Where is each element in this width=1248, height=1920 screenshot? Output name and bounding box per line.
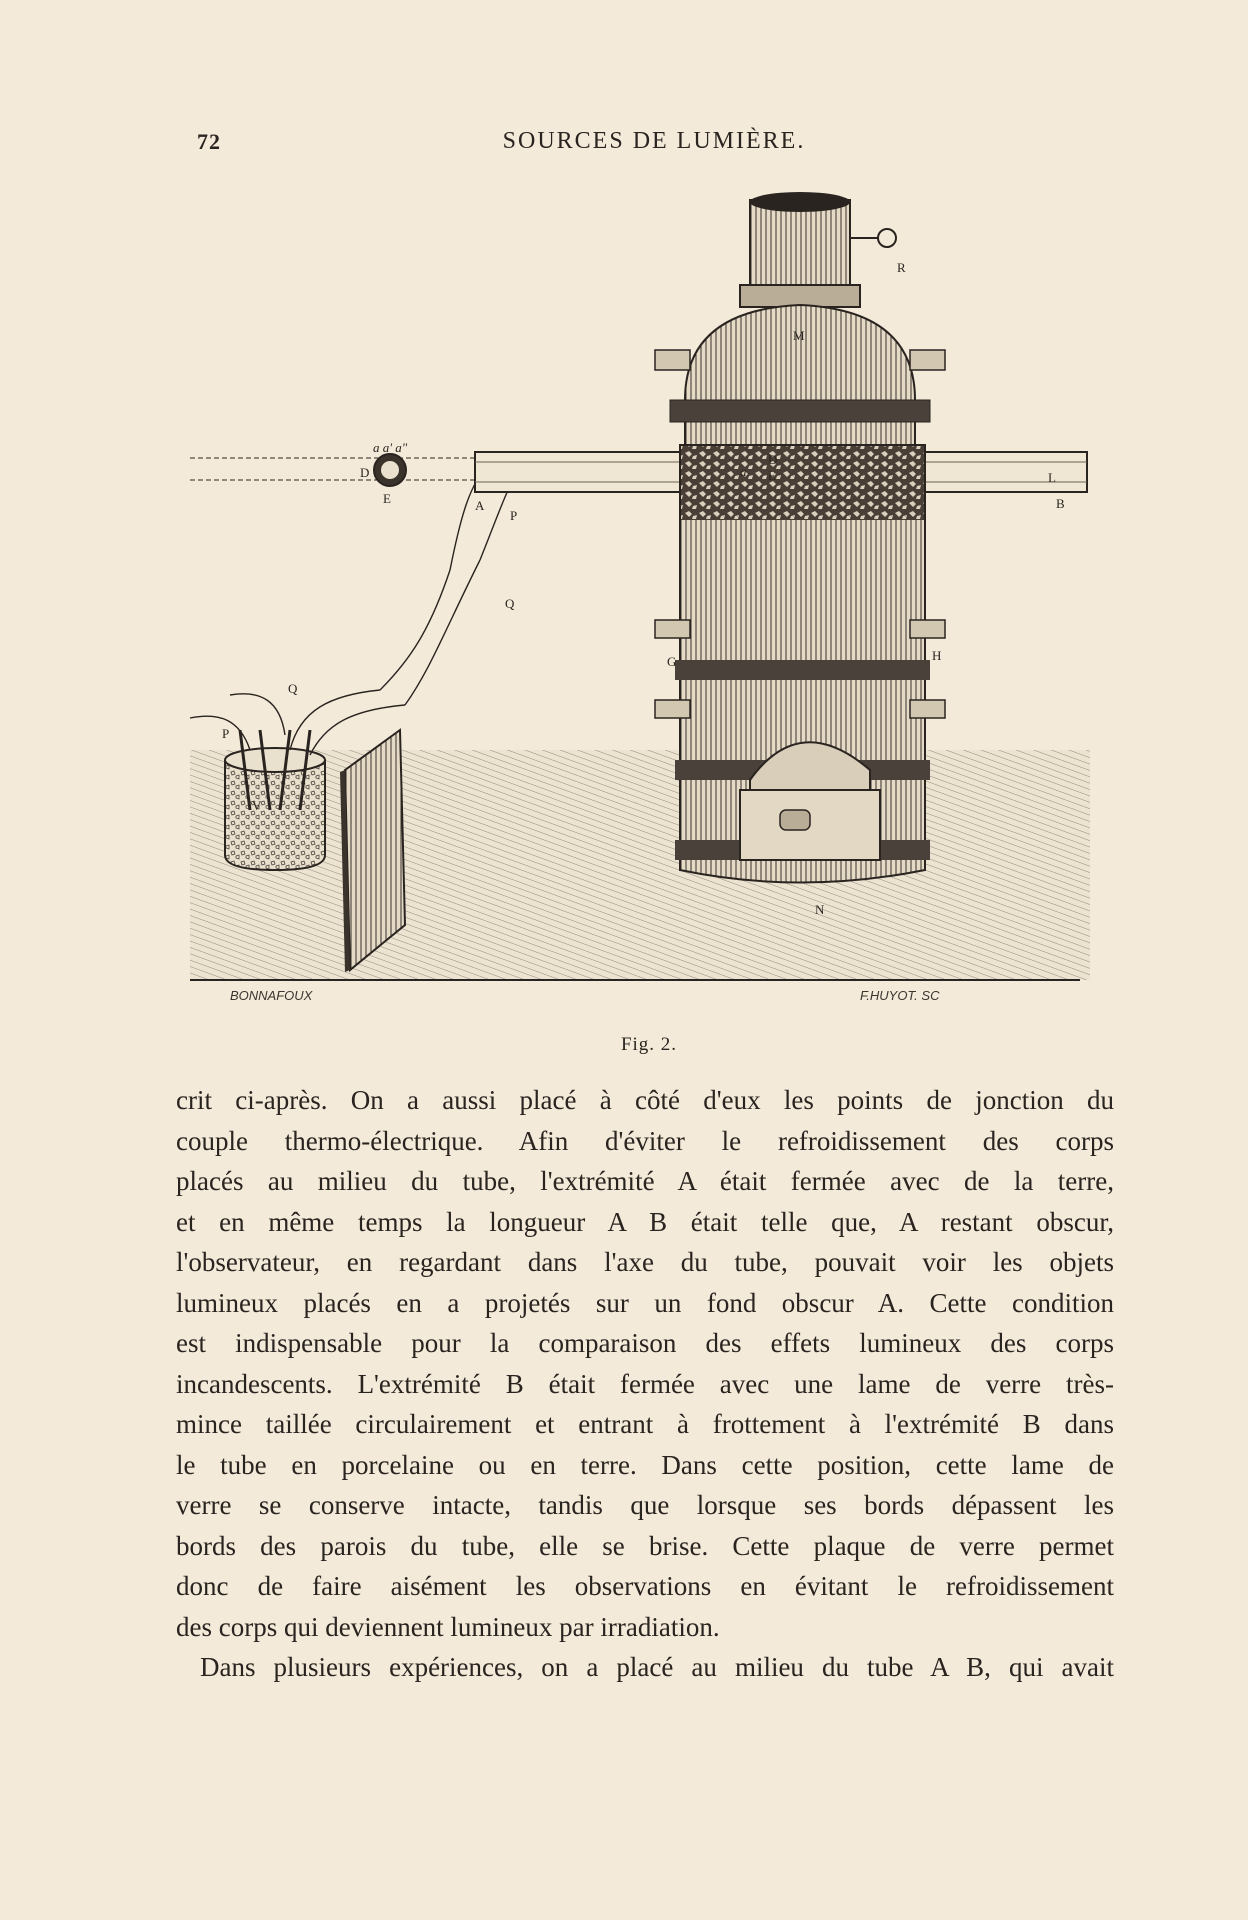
text-line: est indispensable pour la comparaison des effets lumineux des corps (176, 1328, 1114, 1358)
label-A: A (475, 498, 485, 513)
label-L: L (1048, 470, 1056, 485)
text-line: Dans plusieurs expériences, on a placé au milieu du tube A B, qui avait (200, 1652, 1114, 1682)
label-aaa: a a' a" (373, 440, 408, 455)
furnace-engraving (180, 190, 1120, 1020)
label-H: H (932, 648, 942, 663)
text-line: incandescents. L'extrémité B était fermée avec une lame de verre très- (176, 1368, 1114, 1399)
text-line: et en même temps la longueur A B était telle que, A restant obscur, (176, 1206, 1114, 1237)
label-E-left: E (383, 491, 391, 506)
text-line: couple thermo-électrique. Afin d'éviter le refroidissement des corps (176, 1125, 1114, 1156)
engraver-signature-left: BONNAFOUX (230, 988, 313, 1003)
paragraph-2 (176, 1647, 1114, 1688)
text-line: bords des parois du tube, elle se brise. Cette plaque de verre permet (176, 1530, 1114, 1561)
text-line: lumineux placés en a projetés sur un fond obscur A. Cette condition (176, 1287, 1114, 1318)
running-title: SOURCES DE LUMIÈRE. (502, 128, 806, 154)
label-N: N (815, 902, 825, 917)
label-P: P (222, 726, 230, 741)
label-D-left: D (360, 465, 370, 480)
label-B: B (1056, 496, 1065, 511)
label-a: a (740, 464, 747, 479)
thermo-wires (190, 465, 520, 755)
eyepiece-DE (374, 454, 406, 486)
text-line: placés au milieu du tube, l'extrémité A était fermée avec de la terre, (176, 1166, 1114, 1196)
label-P2: P (510, 508, 518, 523)
text-line: mince taillée circulairement et entrant à frottement à l'extrémité B dans (176, 1409, 1114, 1439)
page-number: 72 (197, 129, 221, 154)
figure-caption: Fig. 2. (620, 1034, 678, 1055)
body-text (176, 1080, 1114, 1688)
text-line: donc de faire aisément les observations en évitant le refroidissement (176, 1571, 1114, 1601)
label-Q2: Q (505, 596, 515, 611)
label-G: G (667, 654, 677, 669)
furnace (655, 192, 945, 883)
label-V: V (252, 798, 262, 813)
label-E: E (768, 468, 776, 483)
label-R: R (897, 260, 906, 275)
porcelain-tube (190, 452, 1087, 492)
paragraph-1 (176, 1080, 1114, 1647)
text-line: des corps qui deviennent lumineux par irradiation. (176, 1611, 720, 1642)
label-Q: Q (288, 681, 298, 696)
label-M: M (793, 328, 805, 343)
label-D: D (768, 452, 778, 467)
text-line: l'observateur, en regardant dans l'axe du tube, pouvait voir les objets (176, 1247, 1114, 1277)
engraver-signature-right: F.HUYOT. SC (860, 988, 940, 1003)
text-line: crit ci-après. On a aussi placé à côté d'eux les points de jonction du (176, 1085, 1114, 1115)
text-line: le tube en porcelaine ou en terre. Dans cette position, cette lame de (176, 1449, 1114, 1480)
text-line: verre se conserve intacte, tandis que lorsque ses bords dépassent les (176, 1490, 1114, 1520)
